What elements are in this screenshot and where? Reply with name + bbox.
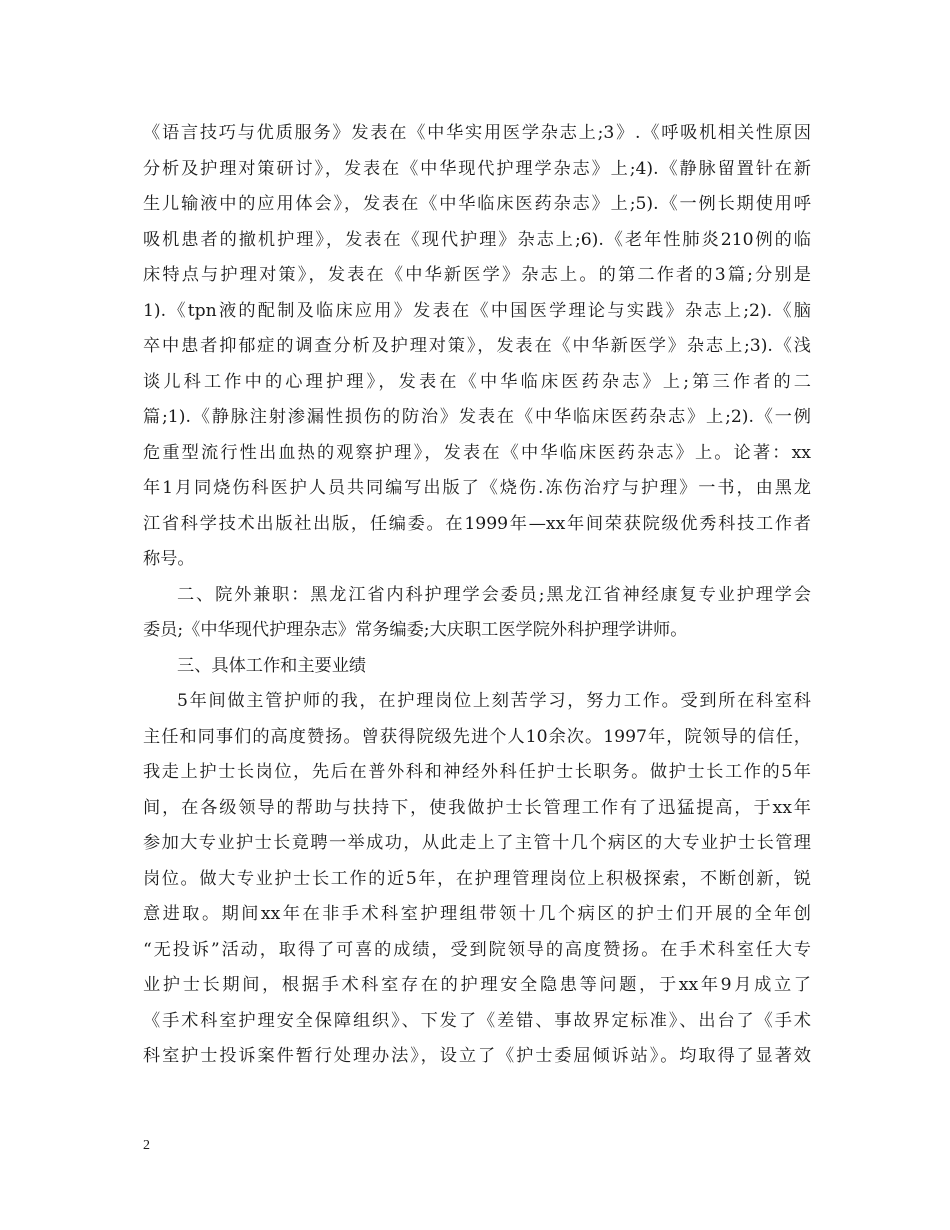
text-line: 5年间做主管护师的我，在护理岗位上刻苦学习，努力工作。受到所在科室科 [177, 691, 811, 711]
text-line: 我走上护士长岗位，先后在普外科和神经外科任护士长职务。做护士长工作的5年 [143, 762, 811, 782]
text-line: 《语言技巧与优质服务》发表在《中华实用医学杂志上;3》.《呼吸机相关性原因 [143, 123, 811, 143]
text-line: 委员;《中华现代护理杂志》常务编委;大庆职工医学院外科护理学讲师。 [143, 620, 688, 640]
text-line: 卒中患者抑郁症的调查分析及护理对策》，发表在《中华新医学》杂志上;3).《浅 [143, 336, 811, 356]
text-line: 意进取。期间xx年在非手术科室护理组带领十几个病区的护士们开展的全年创 [143, 904, 811, 924]
text-line: 称号。 [143, 549, 195, 569]
page-number: 2 [143, 1138, 150, 1153]
text-line: 江省科学技术出版社出版，任编委。在1999年—xx年间荣获院级优秀科技工作者 [143, 513, 811, 534]
text-line: 吸机患者的撤机护理》，发表在《现代护理》杂志上;6).《老年性肺炎210例的临 [143, 229, 811, 250]
text-line: “无投诉”活动，取得了可喜的成绩，受到院领导的高度赞扬。在手术科室任大专 [143, 939, 811, 960]
text-line: 业护士长期间，根据手术科室存在的护理安全隐患等问题，于xx年9月成立了 [143, 975, 811, 995]
text-line: 年1月同烧伤科医护人员共同编写出版了《烧伤.冻伤治疗与护理》一书，由黑龙 [143, 478, 811, 498]
text-line: 生儿输液中的应用体会》，发表在《中华临床医药杂志》上;5).《一例长期使用呼 [143, 194, 811, 214]
text-line: 科室护士投诉案件暂行处理办法》，设立了《护士委屈倾诉站》。均取得了显著效 [143, 1046, 811, 1066]
text-line: 分析及护理对策研讨》，发表在《中华现代护理学杂志》上;4).《静脉留置针在新 [143, 158, 811, 179]
text-line: 危重型流行性出血热的观察护理》，发表在《中华临床医药杂志》上。论著：xx [143, 442, 811, 463]
text-line: 岗位。做大专业护士长工作的近5年，在护理管理岗位上积极探索，不断创新，锐 [143, 868, 811, 889]
section-heading-achievements: 三、具体工作和主要业绩 [177, 655, 367, 676]
text-line: 《手术科室护理安全保障组织》、下发了《差错、事故界定标准》、出台了《手术 [143, 1010, 811, 1031]
text-line: 床特点与护理对策》，发表在《中华新医学》杂志上。的第二作者的3篇;分别是 [143, 265, 811, 285]
text-line: 参加大专业护士长竟聘一举成功，从此走上了主管十几个病区的大专业护士长管理 [143, 833, 811, 853]
section-heading-external-positions: 二、院外兼职：黑龙江省内科护理学会委员;黑龙江省神经康复专业护理学会 [177, 584, 811, 605]
body-text [143, 116, 811, 1075]
text-line: 谈儿科工作中的心理护理》，发表在《中华临床医药杂志》上;第三作者的二 [143, 371, 811, 392]
text-line: 主任和同事们的高度赞扬。曾获得院级先进个人10余次。1997年，院领导的信任， [143, 726, 811, 747]
text-line: 篇;1).《静脉注射渗漏性损伤的防治》发表在《中华临床医药杂志》上;2).《一例 [143, 407, 811, 427]
text-line: 间，在各级领导的帮助与扶持下，使我做护士长管理工作有了迅猛提高，于xx年 [143, 797, 811, 818]
text-line: 1).《tpn液的配制及临床应用》发表在《中国医学理论与实践》杂志上;2).《脑 [143, 300, 811, 321]
